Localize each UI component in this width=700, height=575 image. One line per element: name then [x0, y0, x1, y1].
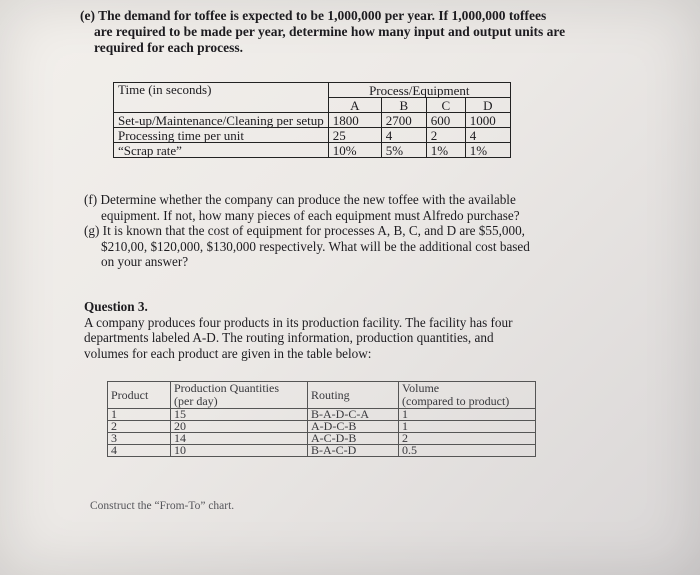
table-cell: 1800: [328, 113, 381, 128]
table-cell: 4: [381, 128, 426, 143]
volume-header-line-1: Volume: [402, 381, 440, 395]
table-cell: 4: [465, 128, 510, 143]
volume-cell: 0.5: [399, 445, 536, 457]
quantities-header: [171, 382, 308, 409]
part-g-line-2: $210,00, $120,000, $130,000 respectively. What will be the additional cost based: [101, 238, 530, 254]
question-3-line-2: departments labeled A-D. The routing information, production quantities, and: [84, 330, 494, 345]
question-parts-f-g: [84, 192, 604, 270]
column-d: D: [465, 98, 510, 113]
table-row: [108, 445, 536, 457]
volume-cell: 2: [399, 433, 536, 445]
table-cell: 2: [426, 128, 465, 143]
part-f-line-1: (f) Determine whether the company can produce the new toffee with the available: [84, 192, 516, 207]
question-part-e: [80, 8, 605, 56]
product-cell: 3: [108, 433, 171, 445]
part-e-line-1: (e) The demand for toffee is expected to be 1,000,000 per year. If 1,000,000 toffees: [80, 8, 547, 23]
process-equipment-header: Process/Equipment: [328, 83, 510, 98]
table-row: [114, 113, 511, 128]
table-header-row: [114, 83, 511, 98]
routing-cell: A-C-D-B: [308, 433, 399, 445]
row-label: Processing time per unit: [114, 128, 329, 143]
volume-cell: 1: [399, 409, 536, 421]
table-cell: 10%: [328, 143, 381, 158]
part-e-line-2: are required to be made per year, determine how many input and output units are: [94, 24, 566, 39]
table-cell: 1000: [465, 113, 510, 128]
routing-cell: B-A-D-C-A: [308, 409, 399, 421]
quantities-header-line-2: (per day): [174, 394, 218, 408]
table-row: [114, 128, 511, 143]
routing-cell: B-A-C-D: [308, 445, 399, 457]
table-cell: 1%: [465, 143, 510, 158]
question-3-title: Question 3.: [84, 299, 148, 314]
question-3-line-1: A company produces four products in its production facility. The facility has four: [84, 314, 513, 330]
volume-cell: 1: [399, 421, 536, 433]
column-a: A: [328, 98, 381, 113]
quantity-cell: 15: [171, 409, 308, 421]
volume-header: [399, 382, 536, 409]
construct-instruction: Construct the “From-To” chart.: [90, 500, 235, 512]
product-routing-table: [107, 381, 536, 457]
routing-header: Routing: [308, 382, 399, 409]
table-cell: 25: [328, 128, 381, 143]
table-cell: 2700: [381, 113, 426, 128]
table-header-row: [108, 382, 536, 409]
table-cell: 5%: [381, 143, 426, 158]
row-label: “Scrap rate”: [114, 143, 329, 158]
product-cell: 1: [108, 409, 171, 421]
question-3-line-3: volumes for each product are given in the table below:: [84, 345, 372, 361]
part-g-line-3: on your answer?: [101, 254, 189, 269]
question-3: [84, 299, 599, 361]
time-header: Time (in seconds): [114, 83, 329, 113]
table-row: [114, 143, 511, 158]
part-f-line-2: equipment. If not, how many pieces of each equipment must Alfredo purchase?: [101, 207, 520, 223]
product-cell: 2: [108, 421, 171, 433]
row-label: Set-up/Maintenance/Cleaning per setup: [114, 113, 329, 128]
quantities-header-line-1: Production Quantities: [174, 381, 279, 395]
process-time-table: [113, 82, 511, 158]
quantity-cell: 10: [171, 445, 308, 457]
part-e-line-3: required for each process.: [94, 40, 243, 55]
quantity-cell: 20: [171, 421, 308, 433]
routing-cell: A-D-C-B: [308, 421, 399, 433]
column-c: C: [426, 98, 465, 113]
table-cell: 1%: [426, 143, 465, 158]
table-cell: 600: [426, 113, 465, 128]
part-g-line-1: (g) It is known that the cost of equipment for processes A, B, C, and D are $55,000,: [84, 223, 525, 238]
product-header: Product: [108, 382, 171, 409]
quantity-cell: 14: [171, 433, 308, 445]
product-cell: 4: [108, 445, 171, 457]
column-b: B: [381, 98, 426, 113]
volume-header-line-2: (compared to product): [402, 394, 510, 408]
